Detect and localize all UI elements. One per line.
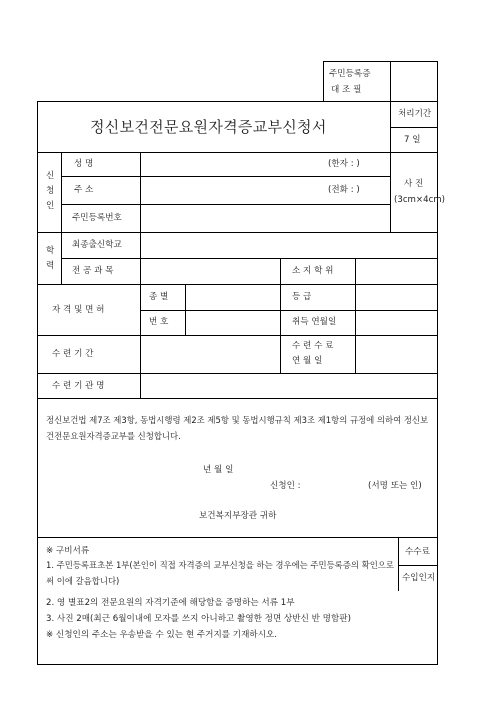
rule xyxy=(280,258,281,284)
rule xyxy=(185,284,186,335)
school-label: 최종출신학교 xyxy=(72,240,122,250)
document-item-3: 3. 사진 2매(최근 6월이내에 모자를 쓰지 아니하고 촬영한 정면 상반신 반 명함판) xyxy=(46,614,351,624)
date-line: 년 월 일 xyxy=(203,465,234,475)
document-item-2: 2. 영 별표2의 전문요원의 자격기준에 해당함을 증명하는 서류 1부 xyxy=(46,598,295,608)
rule xyxy=(280,284,281,373)
processing-divider xyxy=(390,127,438,128)
id-verification-label-2: 대 조 필 xyxy=(331,85,362,95)
rule xyxy=(390,152,391,232)
rule xyxy=(355,284,356,373)
rule xyxy=(61,258,438,259)
rule xyxy=(37,537,438,538)
rule xyxy=(61,176,390,177)
revenue-stamp-label: 수입인지 xyxy=(402,573,436,583)
photo-size-hint: (3cm×4cm) xyxy=(394,195,446,205)
education-section-char-1: 학 xyxy=(46,246,55,256)
rule xyxy=(140,335,141,373)
name-hanja-hint: (한자 : ) xyxy=(328,159,360,169)
rule xyxy=(398,537,399,591)
training-completion-label-2: 연 월 일 xyxy=(292,356,323,366)
rule xyxy=(140,373,141,398)
rule xyxy=(37,284,438,285)
address-label: 주 소 xyxy=(74,185,94,195)
training-completion-label-1: 수 련 수 료 xyxy=(292,341,334,351)
rule xyxy=(61,204,390,205)
license-section-label: 자 격 및 면 허 xyxy=(52,305,105,315)
rule xyxy=(37,232,438,233)
license-date-label: 취득 연월일 xyxy=(292,317,337,327)
addressee: 보건복지부장관 귀하 xyxy=(199,511,277,521)
rule xyxy=(140,152,141,258)
rule xyxy=(61,152,62,284)
processing-period-label: 처리기간 xyxy=(398,109,432,119)
training-period-label: 수 련 기 간 xyxy=(52,349,94,359)
applicant-signature-label: 신청인 : xyxy=(270,481,301,491)
resident-id-label: 주민등록번호 xyxy=(72,213,122,223)
processing-period-value: 7 일 xyxy=(404,135,421,145)
license-type-label: 종 별 xyxy=(149,292,169,302)
training-institution-label: 수 련 기 관 명 xyxy=(52,381,105,391)
documents-note: ※ 신청인의 주소는 우송받을 수 있는 현 주거지를 기재하시오. xyxy=(46,630,278,640)
rule xyxy=(140,284,141,335)
documents-heading: ※ 구비서류 xyxy=(46,546,90,556)
major-label: 전 공 과 목 xyxy=(72,266,114,276)
rule xyxy=(140,258,141,284)
rule xyxy=(355,258,356,284)
applicant-section-char-2: 청 xyxy=(46,186,55,196)
license-number-label: 번 호 xyxy=(149,317,169,327)
form-title: 정신보건전문요원자격증교부신청서 xyxy=(90,118,327,136)
rule xyxy=(37,152,438,153)
applicant-section-char-3: 인 xyxy=(46,201,55,211)
id-verification-divider xyxy=(390,61,391,102)
name-label: 성 명 xyxy=(74,159,94,169)
id-verification-box xyxy=(323,61,438,102)
rule xyxy=(37,398,438,399)
address-phone-hint: (전화 : ) xyxy=(328,185,360,195)
document-item-1: 1. 주민등록표초본 1부(본인이 직접 자격증의 교부신청을 하는 경우에는 주민등록증의 확인으로써 이에 갈음합니다) xyxy=(46,560,394,586)
photo-label: 사 진 xyxy=(404,179,424,189)
education-section-char-2: 력 xyxy=(46,261,55,271)
signature-hint: (서명 또는 인) xyxy=(368,481,422,491)
license-grade-label: 등 급 xyxy=(292,292,312,302)
degree-label: 소 지 학 위 xyxy=(292,266,334,276)
fee-label: 수수료 xyxy=(405,547,430,557)
application-statement: 정신보건법 제7조 제3항, 동법시행령 제2조 제5항 및 동법시행규칙 제3조 제1항의 규정에 의하여 정신보건전문요원자격증교부를 신청합니다. xyxy=(46,415,429,441)
rule xyxy=(37,373,438,374)
applicant-section-char-1: 신 xyxy=(46,171,55,181)
id-verification-label-1: 주민등록증 xyxy=(329,69,371,79)
rule xyxy=(398,565,438,566)
rule xyxy=(37,335,438,336)
